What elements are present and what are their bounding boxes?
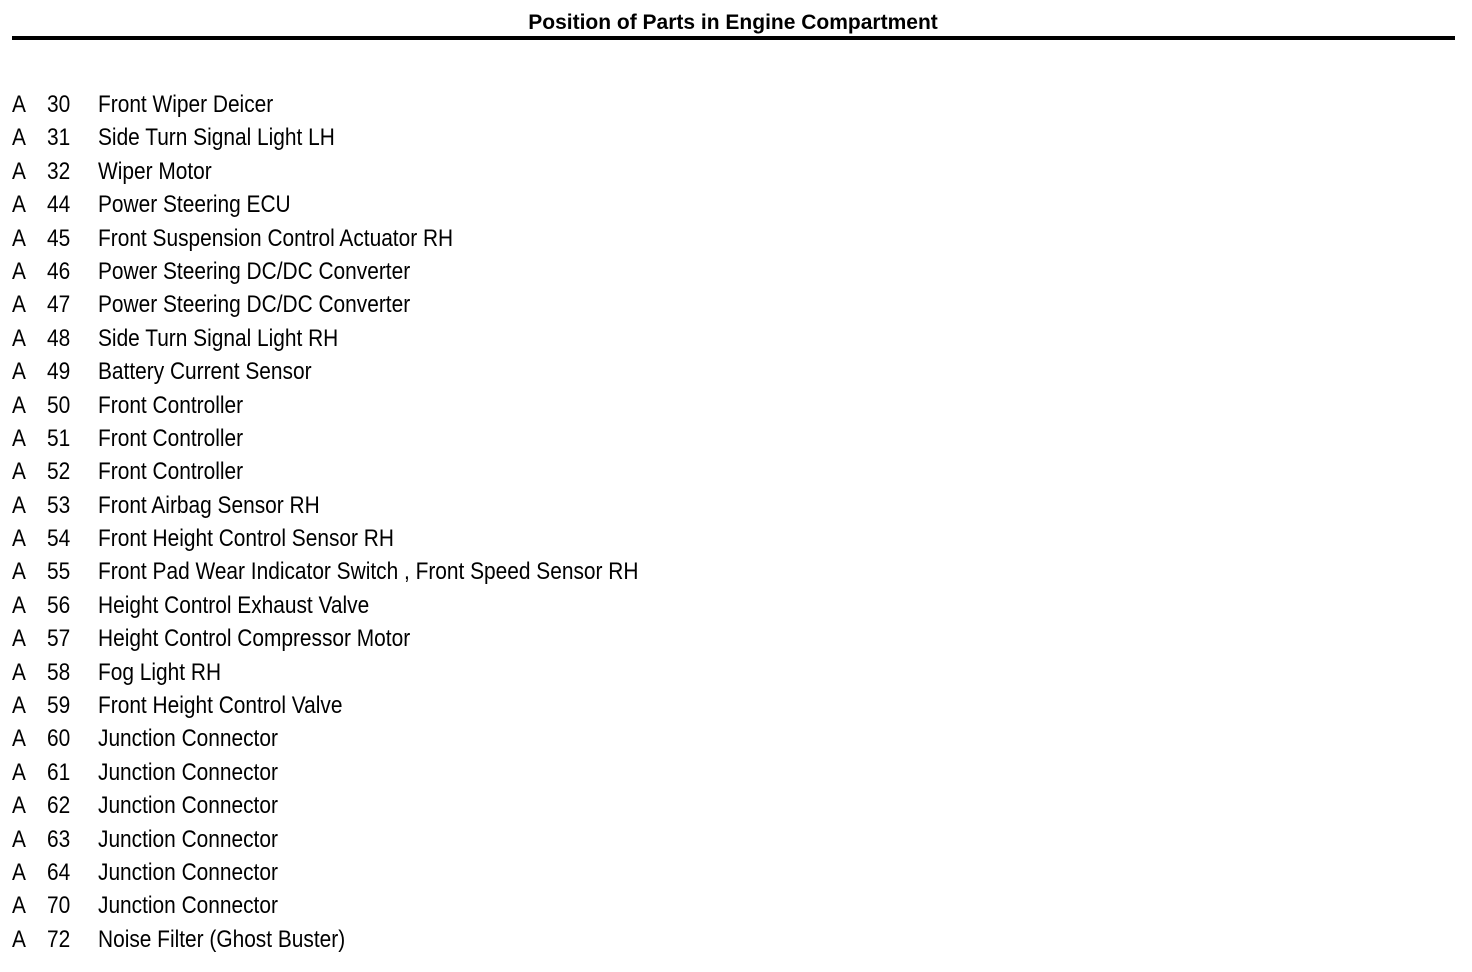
part-number: 46 [47, 257, 71, 285]
part-number: 61 [47, 758, 71, 786]
part-row [0, 355, 1000, 388]
part-number: 70 [47, 892, 71, 920]
part-letter: A [12, 692, 26, 720]
part-row [0, 322, 1000, 355]
part-number: 44 [47, 191, 71, 219]
part-number: 60 [47, 725, 71, 753]
part-number: 47 [47, 291, 71, 319]
part-name: Height Control Compressor Motor [98, 625, 411, 653]
part-row [0, 656, 1000, 689]
part-name: Side Turn Signal Light RH [98, 324, 339, 352]
part-letter: A [12, 358, 26, 386]
part-row [0, 188, 1000, 221]
part-letter: A [12, 157, 26, 185]
part-name: Height Control Exhaust Valve [98, 591, 370, 619]
part-row [0, 823, 1000, 856]
part-number: 32 [47, 157, 71, 185]
part-letter: A [12, 591, 26, 619]
part-row [0, 889, 1000, 922]
part-letter: A [12, 892, 26, 920]
part-name: Junction Connector [98, 725, 278, 753]
part-number: 50 [47, 391, 71, 419]
part-row [0, 155, 1000, 188]
part-number: 62 [47, 792, 71, 820]
part-name: Power Steering DC/DC Converter [98, 291, 411, 319]
page-title: Position of Parts in Engine Compartment [528, 11, 938, 34]
part-letter: A [12, 658, 26, 686]
part-number: 55 [47, 558, 71, 586]
part-name: Front Controller [98, 424, 244, 452]
part-letter: A [12, 625, 26, 653]
part-row [0, 722, 1000, 755]
part-number: 57 [47, 625, 71, 653]
part-row [0, 522, 1000, 555]
part-letter: A [12, 191, 26, 219]
part-number: 58 [47, 658, 71, 686]
part-row [0, 789, 1000, 822]
part-number: 52 [47, 458, 71, 486]
part-letter: A [12, 825, 26, 853]
part-letter: A [12, 858, 26, 886]
part-letter: A [12, 758, 26, 786]
part-number: 48 [47, 324, 71, 352]
part-row [0, 689, 1000, 722]
part-letter: A [12, 925, 26, 953]
part-letter: A [12, 391, 26, 419]
part-letter: A [12, 525, 26, 553]
part-letter: A [12, 558, 26, 586]
part-name: Wiper Motor [98, 157, 212, 185]
part-row [0, 589, 1000, 622]
part-number: 72 [47, 925, 71, 953]
part-number: 59 [47, 692, 71, 720]
part-name: Side Turn Signal Light LH [98, 124, 335, 152]
part-row [0, 288, 1000, 321]
part-letter: A [12, 124, 26, 152]
part-number: 51 [47, 424, 71, 452]
part-row [0, 222, 1000, 255]
part-letter: A [12, 424, 26, 452]
part-number: 30 [47, 91, 71, 118]
part-letter: A [12, 792, 26, 820]
part-row [0, 756, 1000, 789]
part-name: Front Wiper Deicer [98, 91, 274, 118]
part-letter: A [12, 324, 26, 352]
part-row [0, 622, 1000, 655]
part-letter: A [12, 257, 26, 285]
part-letter: A [12, 291, 26, 319]
part-number: 31 [47, 124, 71, 152]
part-number: 56 [47, 591, 71, 619]
part-name: Front Pad Wear Indicator Switch , Front Speed Sensor RH [98, 558, 639, 586]
part-letter: A [12, 725, 26, 753]
part-name: Front Suspension Control Actuator RH [98, 224, 454, 252]
part-letter: A [12, 91, 26, 118]
part-number: 64 [47, 858, 71, 886]
part-name: Front Controller [98, 391, 244, 419]
part-name: Front Height Control Valve [98, 692, 343, 720]
part-number: 49 [47, 358, 71, 386]
part-name: Junction Connector [98, 792, 278, 820]
part-name: Battery Current Sensor [98, 358, 312, 386]
part-name: Power Steering DC/DC Converter [98, 257, 411, 285]
part-letter: A [12, 491, 26, 519]
part-row [0, 455, 1000, 488]
part-row [0, 489, 1000, 522]
part-name: Noise Filter (Ghost Buster) [98, 925, 346, 953]
title-underline [12, 36, 1455, 40]
part-letter: A [12, 458, 26, 486]
part-letter: A [12, 224, 26, 252]
part-name: Front Height Control Sensor RH [98, 525, 394, 553]
part-row [0, 923, 1000, 956]
part-name: Junction Connector [98, 858, 278, 886]
part-row [0, 389, 1000, 422]
part-row [0, 555, 1000, 588]
part-number: 54 [47, 525, 71, 553]
part-name: Junction Connector [98, 892, 278, 920]
part-name: Front Controller [98, 458, 244, 486]
part-number: 63 [47, 825, 71, 853]
part-row [0, 255, 1000, 288]
part-name: Junction Connector [98, 825, 278, 853]
part-number: 53 [47, 491, 71, 519]
part-row [0, 422, 1000, 455]
part-name: Junction Connector [98, 758, 278, 786]
part-name: Front Airbag Sensor RH [98, 491, 320, 519]
part-row [0, 121, 1000, 154]
parts-list [0, 88, 1000, 956]
part-row [0, 88, 1000, 121]
part-name: Fog Light RH [98, 658, 222, 686]
part-row [0, 856, 1000, 889]
part-number: 45 [47, 224, 71, 252]
part-name: Power Steering ECU [98, 191, 291, 219]
